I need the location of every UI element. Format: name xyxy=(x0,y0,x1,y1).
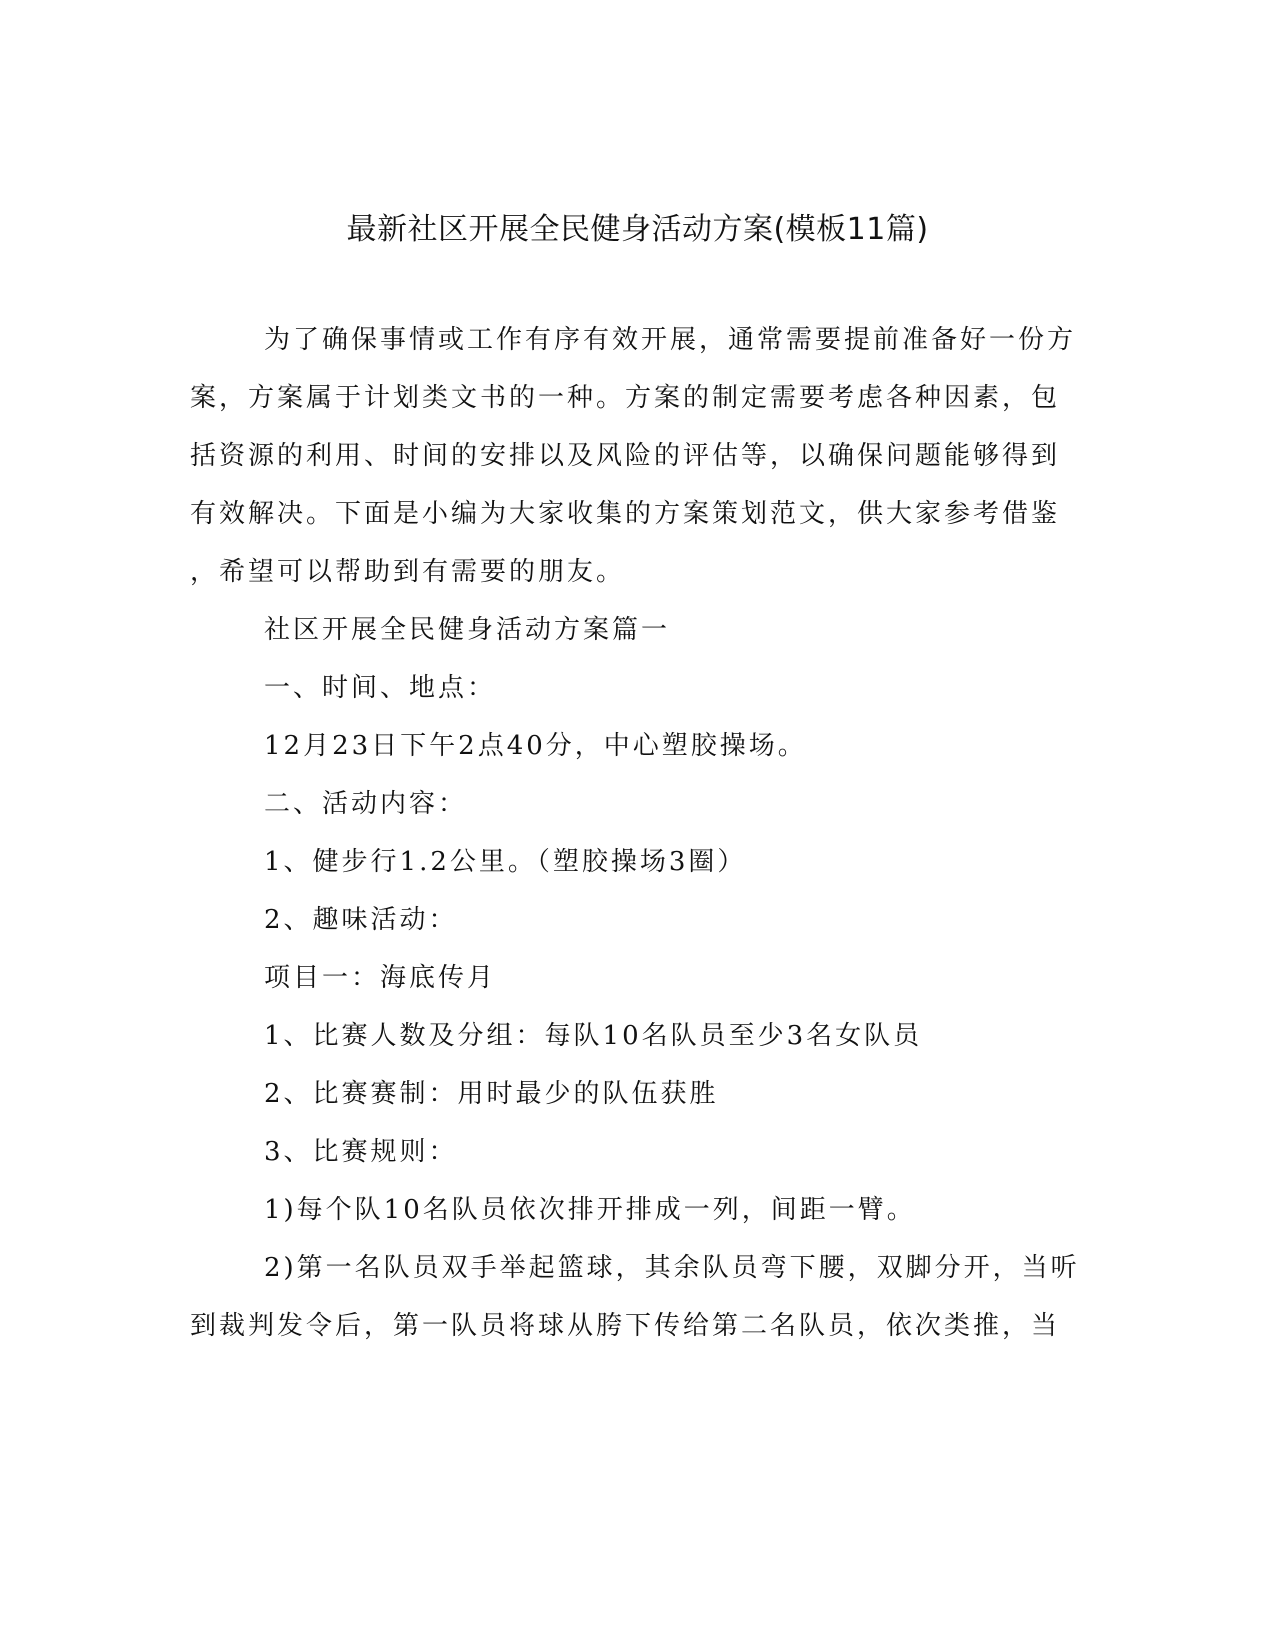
time-place-heading: 一、时间、地点： xyxy=(264,673,497,703)
rule-sub-item-2-line-2: 到裁判发令后，第一队员将球从胯下传给第二名队员，依次类推，当 xyxy=(190,1311,1061,1341)
section-heading: 社区开展全民健身活动方案篇一 xyxy=(264,615,671,645)
paragraph-intro-line-5: ，希望可以帮助到有需要的朋友。 xyxy=(190,557,626,587)
rule-item-3: 3、比赛规则： xyxy=(264,1137,458,1167)
activity-item-2: 2、趣味活动： xyxy=(264,905,458,935)
activity-content-heading: 二、活动内容： xyxy=(264,789,468,819)
rule-sub-item-1: 1)每个队10名队员依次排开排成一列，间距一臂。 xyxy=(264,1195,916,1225)
rule-sub-item-2-line-1: 2)第一名队员双手举起篮球，其余队员弯下腰，双脚分开，当听 xyxy=(264,1253,1080,1283)
time-place-text: 12月23日下午2点40分，中心塑胶操场。 xyxy=(264,731,807,761)
paragraph-intro-line-2: 案，方案属于计划类文书的一种。方案的制定需要考虑各种因素，包 xyxy=(190,383,1061,413)
rule-item-2: 2、比赛赛制：用时最少的队伍获胜 xyxy=(264,1079,719,1109)
paragraph-intro-line-1: 为了确保事情或工作有序有效开展，通常需要提前准备好一份方 xyxy=(264,325,1077,355)
document-title: 最新社区开展全民健身活动方案(模板11篇) xyxy=(346,212,929,247)
paragraph-intro-line-4: 有效解决。下面是小编为大家收集的方案策划范文，供大家参考借鉴 xyxy=(190,499,1061,529)
paragraph-intro-line-3: 括资源的利用、时间的安排以及风险的评估等，以确保问题能够得到 xyxy=(190,441,1061,471)
project-one-heading: 项目一：海底传月 xyxy=(264,963,497,993)
activity-item-1: 1、健步行1.2公里。（塑胶操场3圈） xyxy=(264,847,747,877)
rule-item-1: 1、比赛人数及分组：每队10名队员至少3名女队员 xyxy=(264,1021,923,1051)
